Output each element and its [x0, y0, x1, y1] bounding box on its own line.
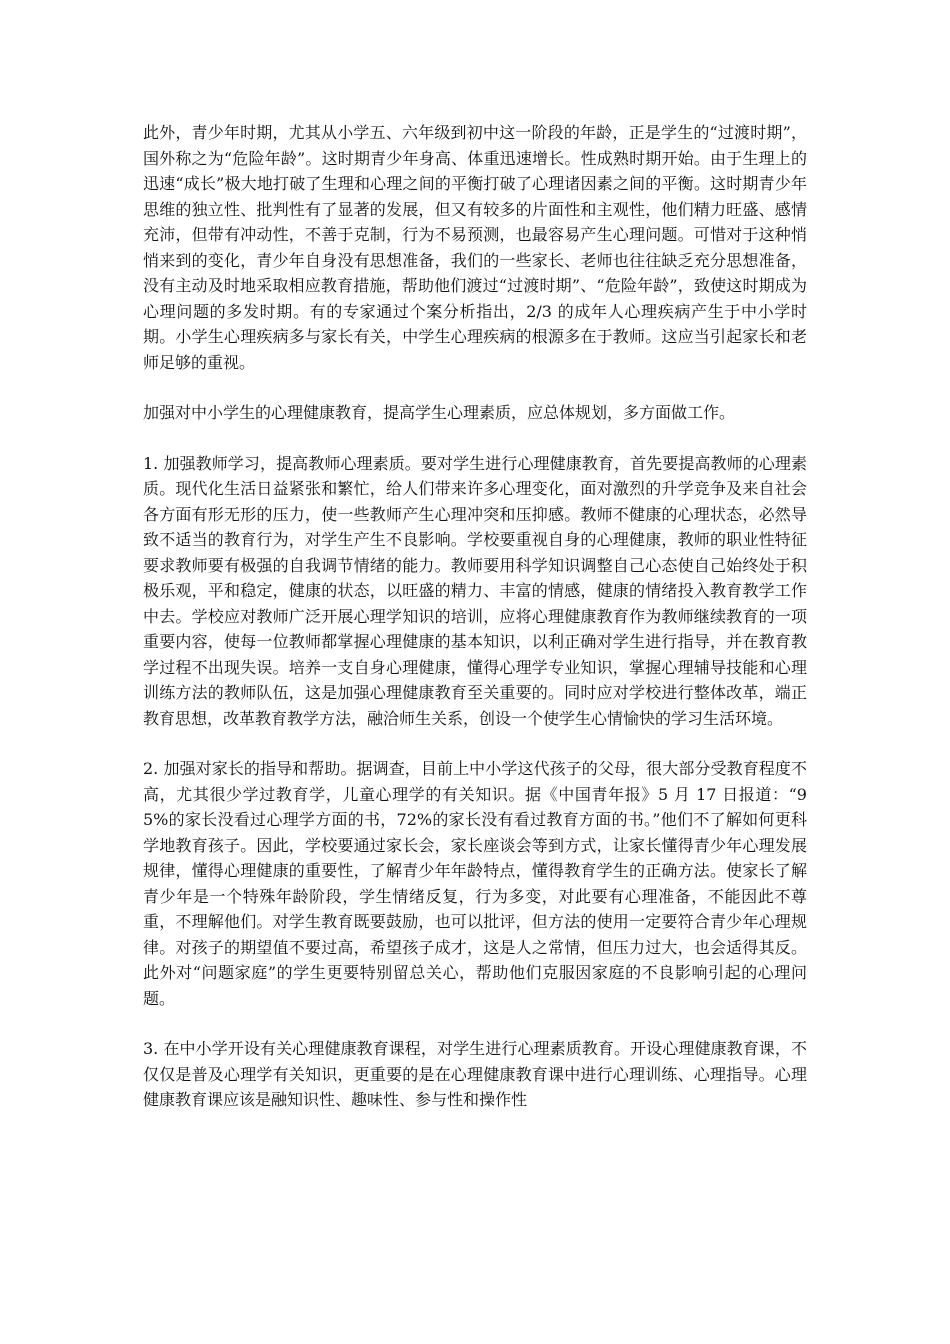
paragraph-parent-guidance: 2. 加强对家长的指导和帮助。据调查，目前上中小学这代孩子的父母，很大部分受教育程度不高，尤其很少学过教育学，儿童心理学的有关知识。据《中国青年报》5 月 17 日报道：“95%的家长没看过心理学方面的书，72%的家长没有看过教育方面的书。”他们不了解如何更科学地教育孩子。因此，学校要通过家长会，家长座谈会等到方式，让家长懂得青少年心理发展规律，懂得心理健康的重要性，了解青少年年龄特点，懂得教育学生的正确方法。使家长了解青少年是一个特殊年龄阶段，学生情绪反复，行为多变，对此要有心理准备，不能因此不尊重，不理解他们。对学生教育既要鼓励，也可以批评，但方法的使用一定要符合青少年心理规律。对孩子的期望值不要过高，希望孩子成才，这是人之常情，但压力过大，也会适得其反。此外对“问题家庭”的学生更要特别留总关心，帮助他们克服因家庭的不良影响引起的心理问题。	[143, 759, 807, 1008]
paragraph-transition-period: 此外，青少年时期，尤其从小学五、六年级到初中这一阶段的年龄，正是学生的“过渡时期”，国外称之为“危险年龄”。这时期青少年身高、体重迅速增长。性成熟时期开始。由于生理上的迅速“成长”极大地打破了生理和心理之间的平衡打破了心理诸因素之间的平衡。这时期青少年思维的独立性、批判性有了显著的发展，但又有较多的片面性和主观性，他们精力旺盛、感情充沛，但带有冲动性，不善于克制，行为不易预测，也最容易产生心理问题。可惜对于这种悄悄来到的变化，青少年自身没有思想准备，我们的一些家长、老师也往往缺乏充分思想准备，没有主动及时地采取相应教育措施，帮助他们渡过“过渡时期”、“危险年龄”，致使这时期成为心理问题的多发时期。有的专家通过个案分析指出，2/3 的成年人心理疾病产生于中小学时期。小学生心理疾病多与家长有关，中学生心理疾病的根源多在于教师。这应当引起家长和老师足够的重视。	[143, 123, 807, 372]
paragraph-overall-plan: 加强对中小学生的心理健康教育，提高学生心理素质，应总体规划，多方面做工作。	[143, 403, 736, 422]
paragraph-teacher-training: 1. 加强教师学习，提高教师心理素质。要对学生进行心理健康教育，首先要提高教师的心理素质。现代化生活日益紧张和繁忙，给人们带来许多心理变化，面对激烈的升学竞争及来自社会各方面有形无形的压力，使一些教师产生心理冲突和压抑感。教师不健康的心理状态，必然导致不适当的教育行为，对学生产生不良影响。学校要重视自身的心理健康，教师的职业性特征要求教师要有极强的自我调节情绪的能力。教师要用科学知识调整自己心态使自己始终处于积极乐观，平和稳定，健康的状态，以旺盛的精力、丰富的情感，健康的情绪投入教育教学工作中去。学校应对教师广泛开展心理学知识的培训，应将心理健康教育作为教师继续教育的一项重要内容，使每一位教师都掌握心理健康的基本知识，以利正确对学生进行指导，并在教育教学过程不出现失误。培养一支自身心理健康，懂得心理学专业知识，掌握心理辅导技能和心理训练方法的教师队伍，这是加强心理健康教育至关重要的。同时应对学校进行整体改革，端正教育思想，改革教育教学方法，融洽师生关系，创设一个使学生心情愉快的学习生活环境。	[143, 453, 807, 728]
paragraph-mental-health-course: 3. 在中小学开设有关心理健康教育课程，对学生进行心理素质教育。开设心理健康教育课，不仅仅是普及心理学有关知识，更重要的是在心理健康教育课中进行心理训练、心理指导。心理健康教育课应该是融知识性、趣味性、参与性和操作性	[143, 1039, 807, 1109]
document-body	[143, 120, 807, 1138]
